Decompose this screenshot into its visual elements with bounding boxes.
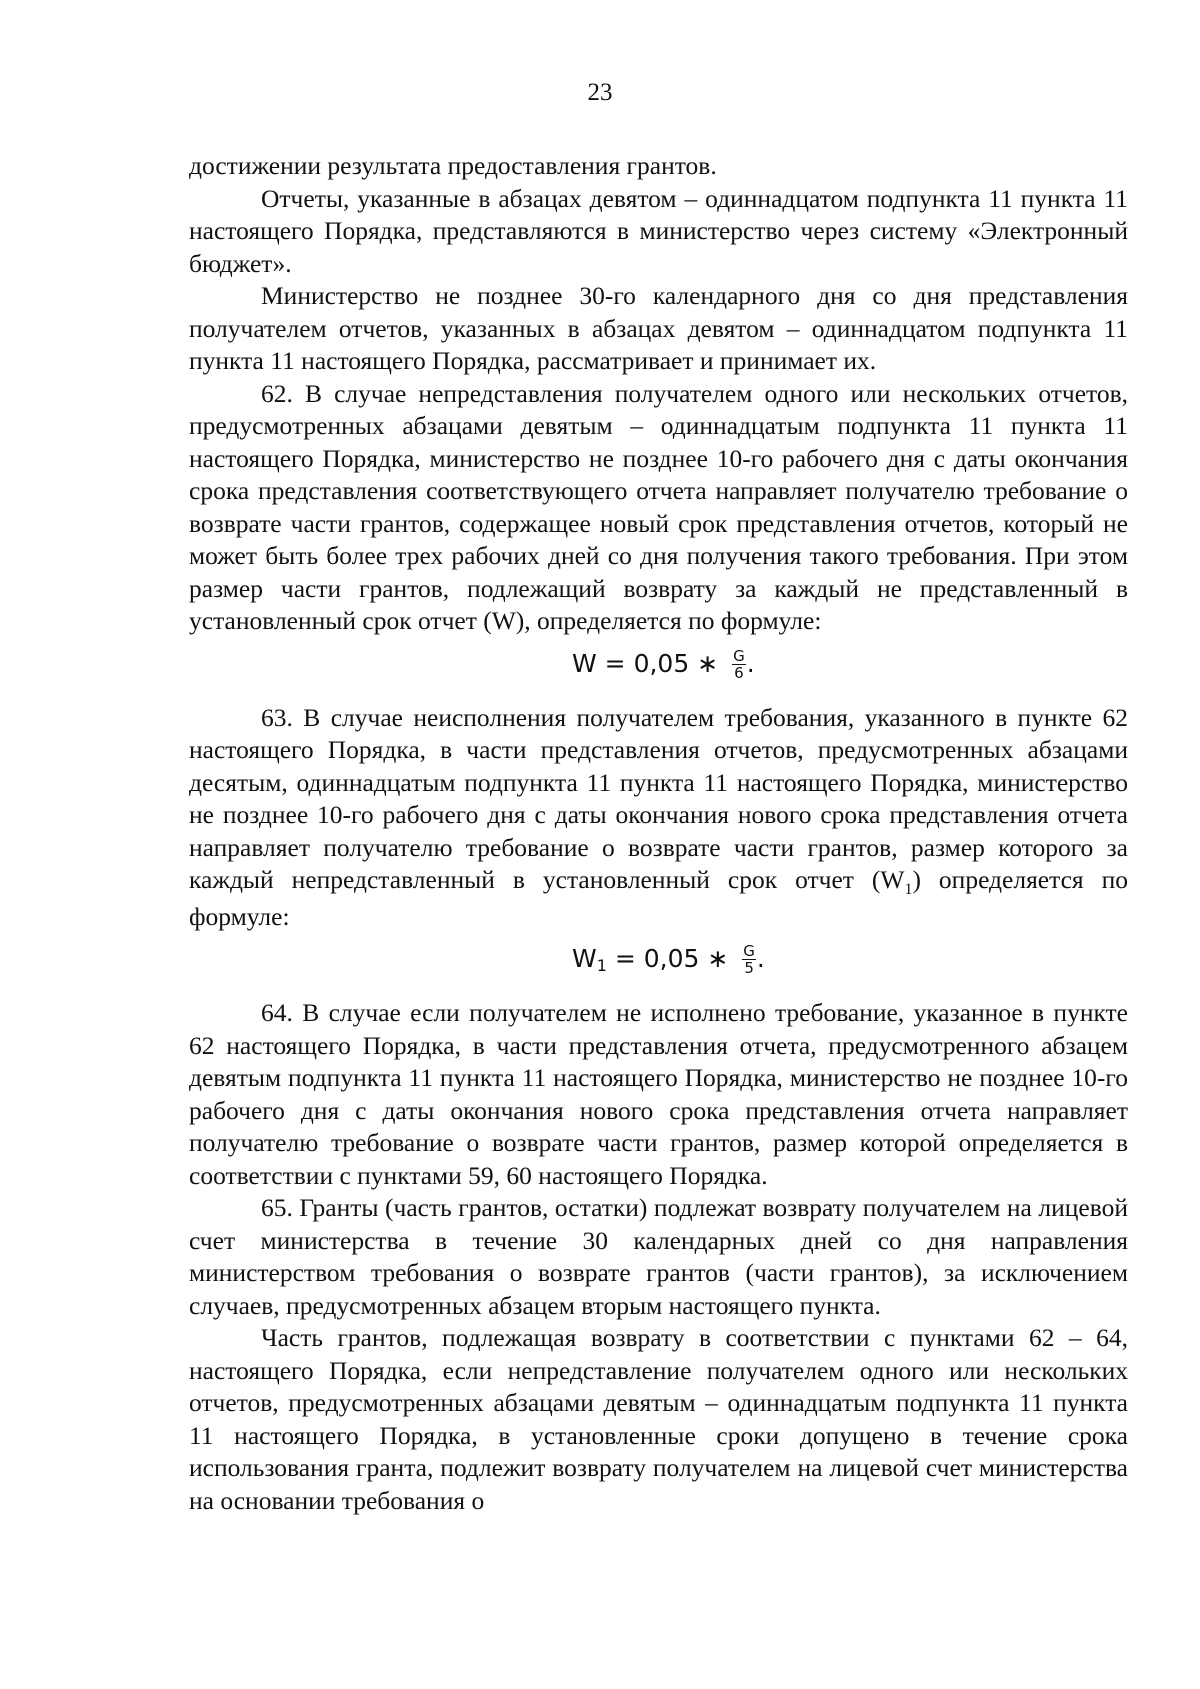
formula-w1-operator: = 0,05 ∗	[606, 944, 737, 974]
formula-w1-subscript: 1	[596, 956, 607, 976]
formula-w1-lhs: W	[572, 944, 597, 974]
formula-w-lhs: W	[572, 648, 597, 678]
formula-w-denominator: 6	[734, 663, 744, 682]
formula-w-numerator: G	[733, 646, 745, 665]
paragraph-64: 64. В случае если получателем не исполнено требование, указанное в пункте 62 настоящего Порядка, в части представления отчета, предусмотренного абзацем девятым подпункта 11 пункта 11 настоящего Порядка, министерство не позднее 10-го рабочего дня с даты окончания нового срока представления отчета направляет получателю требование о возврате части грантов, размер которой определяется в соответствии с пунктами 59, 60 настоящего Порядка.	[189, 998, 1128, 1190]
formula-w-operator: = 0,05 ∗	[596, 648, 727, 678]
formula-w1-end: .	[756, 944, 765, 974]
paragraph-63	[189, 702, 1128, 934]
paragraph-62: 62. В случае непредставления получателем одного или нескольких отчетов, предусмотренных абзацами девятым – одиннадцатым подпункта 11 пункта 11 настоящего Порядка, министерство не позднее 10-го рабочего дня с даты окончания срока представления соответствующего отчета направляет получателю требование о возврате части грантов, содержащее новый срок представления отчетов, который не может быть более трех рабочих дней со дня получения такого требования. При этом размер части грантов, подлежащий возврату за каждый не представленный в установленный срок отчет (W), определяется по формуле:	[189, 378, 1128, 635]
paragraph-63-subscript: 1	[904, 881, 913, 898]
paragraph-ministry-review: Министерство не позднее 30-го календарного дня со дня представления получателем отчетов, указанных в абзацах девятом – одиннадцатом подпункта 11 пункта 11 настоящего Порядка, рассматривает и принимает их.	[189, 281, 1128, 375]
paragraph-continuation: достижении результата предоставления грантов.	[189, 151, 717, 180]
formula-w1-fraction	[742, 943, 756, 976]
formula-w1-numerator: G	[743, 942, 755, 960]
formula-w	[189, 638, 1128, 702]
formula-w1-denominator: 5	[744, 959, 754, 977]
page-number: 23	[587, 79, 613, 106]
document-body	[189, 150, 1128, 1517]
paragraph-63-tail: ) определяется по формуле:	[189, 865, 1128, 931]
paragraph-reports-submission: Отчеты, указанные в абзацах девятом – одиннадцатом подпункта 11 пункта 11 настоящего Порядка, представляются в министерство через систему «Электронный бюджет».	[189, 183, 1128, 278]
formula-w1	[189, 933, 1128, 997]
paragraph-65-part: Часть грантов, подлежащая возврату в соответствии с пунктами 62 – 64, настоящего Порядка, если непредставление получателем одного или нескольких отчетов, предусмотренных абзацами девятым – одиннадцатым подпункта 11 пункта 11 настоящего Порядка, в установленные сроки допущено в течение срока использования гранта, подлежит возврату получателем на лицевой счет министерства на основании требования о	[189, 1323, 1128, 1515]
formula-w-end: .	[746, 648, 755, 678]
paragraph-65: 65. Гранты (часть грантов, остатки) подлежат возврату получателем на лицевой счет министерства в течение 30 календарных дней со дня направления министерством требования о возврате грантов (части грантов), за исключением случаев, предусмотренных абзацем вторым настоящего пункта.	[189, 1193, 1128, 1320]
formula-w-fraction	[732, 648, 746, 681]
paragraph-63-text: 63. В случае неисполнения получателем требования, указанного в пункте 62 настоящего Порядка, в части представления отчетов, предусмотренных абзацами десятым, одиннадцатым подпункта 11 пункта 11 настоящего Порядка, министерство не позднее 10-го рабочего дня с даты окончания нового срока представления отчета направляет получателю требование о возврате части грантов, размер которого за каждый непредставленный в установленный срок отчет (W	[189, 702, 1128, 894]
